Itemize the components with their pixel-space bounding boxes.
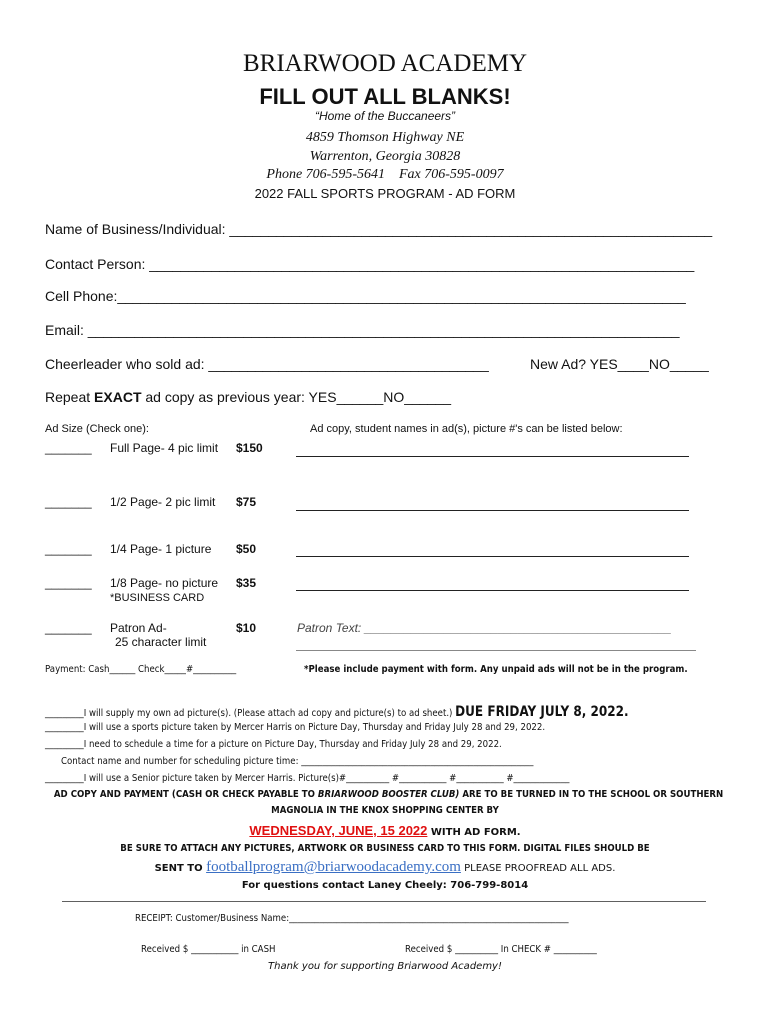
payment-note: *Please include payment with form. Any unpaid ads will not be in the program. — [304, 664, 688, 675]
email-field[interactable]: Email: ____________________________________________________________________________ — [45, 322, 680, 338]
ad-size-label-quarter: 1/4 Page- 1 picture — [110, 542, 212, 556]
ad-size-label-full: Full Page- 4 pic limit — [110, 441, 219, 455]
turn-in-instructions — [53, 789, 724, 800]
ad-size-checkbox-patron[interactable]: _______ — [45, 621, 92, 635]
new-ad-field[interactable]: New Ad? YES____NO_____ — [530, 356, 709, 372]
ad-size-checkbox-full[interactable]: _______ — [45, 441, 92, 455]
patron-text-line[interactable] — [296, 650, 696, 651]
ad-size-price-quarter: $50 — [236, 542, 257, 556]
deadline-date: WEDNESDAY, JUNE, 15 2022 — [249, 823, 428, 838]
received-check-field[interactable]: Received $ __________ In CHECK # __________ — [405, 944, 597, 955]
school-name: BRIARWOOD ACADEMY — [242, 50, 528, 77]
address-line-2: Warrenton, Georgia 30828 — [309, 149, 461, 164]
phone-fax: Phone 706-595-5641 Fax 706-595-0097 — [266, 167, 504, 182]
email-link[interactable]: footballprogram@briarwoodacademy.com — [206, 859, 461, 875]
ad-size-label-half: 1/2 Page- 2 pic limit — [110, 495, 216, 509]
receipt-name-field[interactable]: RECEIPT: Customer/Business Name:_________________________________________________________________ — [135, 913, 569, 924]
business-card-note: *BUSINESS CARD — [110, 592, 205, 604]
ad-size-heading: Ad Size (Check one): — [45, 423, 149, 435]
deadline-line — [0, 822, 770, 840]
own-picture-option[interactable] — [45, 704, 629, 720]
address-line-1: 4859 Thomson Highway NE — [305, 130, 465, 145]
ad-size-price-eighth: $35 — [236, 576, 257, 590]
send-to-line — [0, 858, 770, 876]
booster-club: BRIARWOOD BOOSTER CLUB) — [317, 789, 460, 800]
ad-size-checkbox-quarter[interactable]: _______ — [45, 542, 92, 556]
ad-copy-line[interactable] — [296, 556, 689, 557]
sports-picture-option[interactable]: _________I will use a sports picture taken by Mercer Harris on Picture Day, Thursday and Friday July 28 and 29, 2022. — [45, 722, 546, 733]
repeat-exact: EXACT — [94, 389, 142, 405]
ad-size-label-eighth: 1/8 Page- no picture — [110, 576, 219, 590]
ad-size-price-patron: $10 — [236, 621, 257, 635]
fill-instruction: FILL OUT ALL BLANKS! — [259, 84, 511, 109]
own-picture-label: _________I will supply my own ad picture(s). (Please attach ad copy and picture(s) to ad sheet.) — [45, 708, 453, 719]
motto: “Home of the Buccaneers” — [314, 109, 456, 123]
turn-in-text: AD COPY AND PAYMENT (CASH OR CHECK PAYABLE TO — [53, 789, 318, 800]
ad-size-checkbox-half[interactable]: _______ — [45, 495, 92, 509]
business-name-field[interactable]: Name of Business/Individual: ______________________________________________________________ — [45, 221, 713, 237]
schedule-picture-option[interactable]: _________I need to schedule a time for a picture on Picture Day, Thursday and Friday July 28 and 29, 2022. — [45, 739, 502, 750]
contact-person-field[interactable]: Contact Person: ______________________________________________________________________ — [45, 256, 695, 272]
turn-in-location: ARE TO BE TURNED IN TO THE SCHOOL OR SOUTHERN — [459, 789, 724, 800]
received-cash-field[interactable]: Received $ ___________ in CASH — [141, 944, 276, 955]
ad-copy-heading: Ad copy, student names in ad(s), picture #'s can be listed below: — [310, 423, 623, 435]
ad-copy-line[interactable] — [296, 456, 689, 457]
thank-you-note: Thank you for supporting Briarwood Academy! — [268, 961, 502, 972]
patron-limit-note: 25 character limit — [115, 635, 207, 649]
proofread-note: PLEASE PROOFREAD ALL ADS. — [460, 863, 616, 874]
cut-line: —————————————————————————————————————————————— — [62, 892, 706, 908]
payment-field[interactable]: Payment: Cash______ Check_____#__________ — [45, 664, 237, 675]
ad-copy-line[interactable] — [296, 590, 689, 591]
senior-picture-option[interactable]: _________I will use a Senior picture taken by Mercer Harris. Picture(s)#__________ #___________ #___________ #_____________ — [45, 773, 570, 784]
ad-size-price-half: $75 — [236, 495, 257, 509]
ad-copy-line[interactable] — [296, 510, 689, 511]
patron-text-field[interactable]: Patron Text: ______________________________________________ — [297, 621, 672, 635]
questions-contact: For questions contact Laney Cheely: 706-799-8014 — [241, 880, 529, 891]
turn-in-location-2: MAGNOLIA IN THE KNOX SHOPPING CENTER BY — [271, 805, 499, 816]
attach-instructions: BE SURE TO ATTACH ANY PICTURES, ARTWORK OR BUSINESS CARD TO THIS FORM. DIGITAL FILES SHOULD BE — [120, 843, 650, 854]
ad-size-label-patron: Patron Ad- — [110, 621, 167, 635]
form-title: 2022 FALL SPORTS PROGRAM - AD FORM — [254, 186, 516, 201]
repeat-options: ad copy as previous year: YES______NO______ — [141, 389, 452, 405]
cell-phone-field[interactable]: Cell Phone:_________________________________________________________________________ — [45, 288, 686, 304]
with-ad-form: WITH AD FORM. — [427, 827, 521, 838]
sent-to-label: SENT TO — [154, 863, 207, 874]
ad-size-price-full: $150 — [236, 441, 263, 455]
repeat-ad-field[interactable] — [45, 389, 451, 405]
scheduling-contact-field[interactable]: Contact name and number for scheduling picture time: ______________________________________________________ — [61, 756, 534, 767]
ad-size-checkbox-eighth[interactable]: _______ — [45, 576, 92, 590]
cheerleader-field[interactable]: Cheerleader who sold ad: ____________________________________ — [45, 356, 489, 372]
due-date: DUE FRIDAY JULY 8, 2022. — [455, 704, 629, 720]
repeat-label: Repeat — [45, 389, 95, 405]
